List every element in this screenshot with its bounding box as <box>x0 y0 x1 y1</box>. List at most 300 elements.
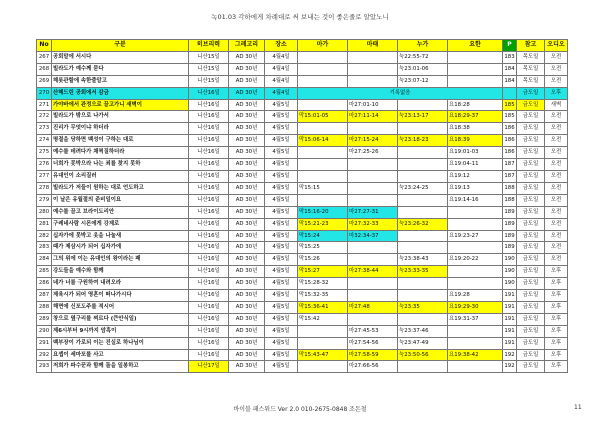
row-date: 4월4일 <box>265 87 298 99</box>
table-row <box>37 349 568 361</box>
row-number: 290 <box>37 325 52 337</box>
row-day: 금도일 <box>517 135 545 147</box>
row-mark-ref: 막15:06-14 <box>298 135 348 147</box>
row-time: 오전 <box>545 63 568 75</box>
row-date: 4월5일 <box>265 301 298 313</box>
row-title: 가야바에서 관정으로 끌고가니 새벽이 <box>52 99 189 111</box>
row-matthew-ref: 마27:38-44 <box>348 266 398 278</box>
row-title: 요셉이 세마포를 사고 <box>52 349 189 361</box>
row-hebrew-date: 니산16일 <box>189 278 229 290</box>
schedule-table <box>36 39 568 373</box>
row-matthew-ref: 기록없음 <box>298 87 503 99</box>
row-title: 빌라도가 저들이 원하는 대로 언도하고 <box>52 182 189 194</box>
table-row <box>37 182 568 194</box>
row-luke-ref <box>398 230 448 242</box>
row-luke-ref <box>398 159 448 171</box>
row-time: 오전 <box>545 254 568 266</box>
row-date: 4월5일 <box>265 206 298 218</box>
row-page: 190 <box>503 254 517 266</box>
row-number: 273 <box>37 123 52 135</box>
row-date: 4월5일 <box>265 135 298 147</box>
row-date: 4월5일 <box>265 242 298 254</box>
row-time: 오전 <box>545 123 568 135</box>
col-title: 구분 <box>52 40 189 52</box>
table-row <box>37 87 568 99</box>
row-matthew-ref: 마27:25-26 <box>348 147 398 159</box>
row-gregorian-year: AD 30년 <box>229 206 265 218</box>
row-gregorian-year: AD 30년 <box>229 123 265 135</box>
row-title: 강도들을 예수와 함께 <box>52 266 189 278</box>
row-time: 오전 <box>545 51 568 63</box>
row-day: 금도일 <box>517 87 545 99</box>
row-date: 4월5일 <box>265 254 298 266</box>
row-number: 278 <box>37 182 52 194</box>
row-matthew-ref: 마27:45-53 <box>348 325 398 337</box>
row-luke-ref <box>398 170 448 182</box>
row-gregorian-year: AD 30년 <box>229 135 265 147</box>
row-date: 4월5일 <box>265 325 298 337</box>
row-hebrew-date: 니산16일 <box>189 313 229 325</box>
row-day: 금도일 <box>517 254 545 266</box>
row-page: 186 <box>503 147 517 159</box>
row-gregorian-year: AD 30년 <box>229 278 265 290</box>
row-john-ref: 요19:31-37 <box>448 313 503 325</box>
row-page: 191 <box>503 301 517 313</box>
row-date: 4월5일 <box>265 290 298 302</box>
table-row <box>37 111 568 123</box>
row-page: 188 <box>503 194 517 206</box>
col-luke: 누가 <box>398 40 448 52</box>
row-john-ref: 요19:23-27 <box>448 230 503 242</box>
row-gregorian-year: AD 30년 <box>229 63 265 75</box>
row-page <box>503 87 517 99</box>
row-john-ref <box>448 325 503 337</box>
row-title: 공회말에 서시다 <box>52 51 189 63</box>
row-date: 4월4일 <box>265 51 298 63</box>
row-day: 금도일 <box>517 301 545 313</box>
row-number: 288 <box>37 301 52 313</box>
row-gregorian-year: AD 30년 <box>229 194 265 206</box>
table-row <box>37 230 568 242</box>
row-mark-ref <box>298 170 348 182</box>
row-mark-ref: 막15:42 <box>298 313 348 325</box>
row-matthew-ref <box>348 123 398 135</box>
row-number: 292 <box>37 349 52 361</box>
row-gregorian-year: AD 30년 <box>229 361 265 373</box>
row-day: 금도일 <box>517 218 545 230</box>
row-title: 진리가 무엇이냐 하더라 <box>52 123 189 135</box>
row-day: 금도일 <box>517 111 545 123</box>
row-number: 269 <box>37 75 52 87</box>
row-number: 267 <box>37 51 52 63</box>
row-matthew-ref <box>348 63 398 75</box>
row-hebrew-date: 니산16일 <box>189 147 229 159</box>
row-mark-ref: 막15:36-41 <box>298 301 348 313</box>
row-matthew-ref <box>348 278 398 290</box>
row-day: 목도일 <box>517 63 545 75</box>
row-day: 금도일 <box>517 361 545 373</box>
table-row <box>37 135 568 147</box>
table-row <box>37 361 568 373</box>
row-date: 4월5일 <box>265 182 298 194</box>
row-luke-ref <box>398 313 448 325</box>
col-mark: 마가 <box>298 40 348 52</box>
row-date: 4월5일 <box>265 230 298 242</box>
row-john-ref <box>448 206 503 218</box>
row-page: 184 <box>503 75 517 87</box>
row-luke-ref: 눅23:38-43 <box>398 254 448 266</box>
row-hebrew-date: 니산16일 <box>189 111 229 123</box>
row-number: 282 <box>37 230 52 242</box>
row-title: 빌라도가 예수께 묻다 <box>52 63 189 75</box>
row-john-ref <box>448 242 503 254</box>
row-mark-ref: 막15:16-20 <box>298 206 348 218</box>
row-john-ref: 요19:14-16 <box>448 194 503 206</box>
row-number: 271 <box>37 99 52 111</box>
row-matthew-ref: 마27:54-56 <box>348 337 398 349</box>
row-mark-ref <box>298 361 348 373</box>
row-hebrew-date: 니산16일 <box>189 218 229 230</box>
row-mark-ref: 막15:43-47 <box>298 349 348 361</box>
row-matthew-ref <box>348 242 398 254</box>
row-matthew-ref <box>348 170 398 182</box>
row-number: 283 <box>37 242 52 254</box>
row-date: 4월5일 <box>265 361 298 373</box>
row-hebrew-date: 니산16일 <box>189 99 229 111</box>
row-john-ref: 요19:20-22 <box>448 254 503 266</box>
row-matthew-ref: 마27:66-56 <box>348 361 398 373</box>
table-row <box>37 325 568 337</box>
row-hebrew-date: 니산15일 <box>189 51 229 63</box>
row-john-ref <box>448 278 503 290</box>
row-matthew-ref: 마27:58-59 <box>348 349 398 361</box>
row-time: 오전 <box>545 218 568 230</box>
row-number: 291 <box>37 337 52 349</box>
row-matthew-ref <box>348 313 398 325</box>
row-mark-ref <box>298 147 348 159</box>
row-number: 286 <box>37 278 52 290</box>
row-title: 구레네사람 시몬에게 강제로 <box>52 218 189 230</box>
row-gregorian-year: AD 30년 <box>229 111 265 123</box>
row-title: 명절을 당하면 백성이 구하는 대로 <box>52 135 189 147</box>
row-mark-ref <box>298 99 348 111</box>
row-page: 192 <box>503 349 517 361</box>
row-john-ref <box>448 75 503 87</box>
row-date: 4월5일 <box>265 99 298 111</box>
row-luke-ref: 눅23:18-23 <box>398 135 448 147</box>
row-title: 제육시가 되어 영혼이 떠나가시다 <box>52 290 189 302</box>
col-john: 요한 <box>448 40 503 52</box>
row-gregorian-year: AD 30년 <box>229 99 265 111</box>
row-title: 제6시부터 9시까지 암흑이 <box>52 325 189 337</box>
row-john-ref: 요19:12 <box>448 170 503 182</box>
row-john-ref: 요18:28 <box>448 99 503 111</box>
row-title: 백부장이 가로되 이는 진실로 하나님이 <box>52 337 189 349</box>
row-luke-ref: 눅23:26-32 <box>398 218 448 230</box>
row-date: 4월5일 <box>265 313 298 325</box>
row-luke-ref: 눅23:35 <box>398 301 448 313</box>
row-number: 284 <box>37 254 52 266</box>
row-title: 이 날은 유월절의 준비일이요 <box>52 194 189 206</box>
row-mark-ref: 막15:32-35 <box>298 290 348 302</box>
row-day: 금도일 <box>517 147 545 159</box>
row-gregorian-year: AD 30년 <box>229 75 265 87</box>
row-time: 오후 <box>545 337 568 349</box>
col-reference: 참고 <box>517 40 545 52</box>
row-time: 오후 <box>545 87 568 99</box>
row-john-ref <box>448 337 503 349</box>
row-john-ref: 요19:38-42 <box>448 349 503 361</box>
row-luke-ref <box>398 242 448 254</box>
row-john-ref <box>448 51 503 63</box>
row-matthew-ref <box>348 159 398 171</box>
row-date: 4월5일 <box>265 170 298 182</box>
table-row <box>37 147 568 159</box>
row-time: 오후 <box>545 349 568 361</box>
row-day: 금도일 <box>517 266 545 278</box>
row-time: 오전 <box>545 147 568 159</box>
row-time: 오전 <box>545 75 568 87</box>
row-date: 4월5일 <box>265 266 298 278</box>
row-time: 오전 <box>545 170 568 182</box>
table-row <box>37 242 568 254</box>
row-date: 4월5일 <box>265 218 298 230</box>
row-date: 4월5일 <box>265 147 298 159</box>
row-time: 새벽 <box>545 99 568 111</box>
row-date: 4월4일 <box>265 75 298 87</box>
row-luke-ref <box>398 194 448 206</box>
row-matthew-ref <box>348 75 398 87</box>
row-title: 십자가에 못박고 옷을 나눌새 <box>52 230 189 242</box>
row-gregorian-year: AD 30년 <box>229 159 265 171</box>
row-matthew-ref <box>348 51 398 63</box>
row-matthew-ref: 마27:32-33 <box>348 218 398 230</box>
row-john-ref <box>448 266 503 278</box>
table-row <box>37 123 568 135</box>
row-page: 191 <box>503 325 517 337</box>
row-gregorian-year: AD 30년 <box>229 266 265 278</box>
row-hebrew-date: 니산16일 <box>189 230 229 242</box>
row-luke-ref <box>398 290 448 302</box>
row-date: 4월5일 <box>265 278 298 290</box>
row-matthew-ref <box>348 290 398 302</box>
table-row <box>37 278 568 290</box>
row-luke-ref <box>398 278 448 290</box>
row-page: 185 <box>503 99 517 111</box>
header-row <box>37 40 568 52</box>
row-time: 오후 <box>545 313 568 325</box>
row-luke-ref <box>398 123 448 135</box>
row-page: 186 <box>503 123 517 135</box>
row-time: 오전 <box>545 206 568 218</box>
row-gregorian-year: AD 30년 <box>229 301 265 313</box>
row-mark-ref: 막15:27 <box>298 266 348 278</box>
row-gregorian-year: AD 30년 <box>229 230 265 242</box>
row-mark-ref: 막15:15 <box>298 182 348 194</box>
row-day: 금도일 <box>517 182 545 194</box>
row-mark-ref <box>298 51 348 63</box>
row-mark-ref: 막15:26 <box>298 254 348 266</box>
page-footer: 바이블 패스워드 Ver 2.0 010-2675-0848 조돈철 <box>233 406 367 413</box>
row-page: 190 <box>503 278 517 290</box>
row-matthew-ref <box>348 194 398 206</box>
row-john-ref: 요19:29-30 <box>448 301 503 313</box>
row-page: 191 <box>503 337 517 349</box>
row-page: 187 <box>503 170 517 182</box>
row-hebrew-date: 니산16일 <box>189 266 229 278</box>
row-title: 예수를 끌고 브라이도리안 <box>52 206 189 218</box>
row-hebrew-date: 니산16일 <box>189 325 229 337</box>
row-mark-ref <box>298 325 348 337</box>
row-hebrew-date: 니산16일 <box>189 87 229 99</box>
col-matthew: 마태 <box>348 40 398 52</box>
col-audio: 오디오 <box>545 40 568 52</box>
row-matthew-ref <box>348 182 398 194</box>
row-mark-ref <box>298 337 348 349</box>
row-luke-ref: 눅23:37-46 <box>398 325 448 337</box>
row-gregorian-year: AD 30년 <box>229 170 265 182</box>
row-time: 오전 <box>545 230 568 242</box>
row-matthew-ref: 마27:15-24 <box>348 135 398 147</box>
row-day: 금도일 <box>517 349 545 361</box>
row-number: 268 <box>37 63 52 75</box>
table-row <box>37 51 568 63</box>
col-place: 장소 <box>265 40 298 52</box>
row-hebrew-date: 니산16일 <box>189 182 229 194</box>
row-title: 저희가 파수꾼과 함께 돌을 일봉하고 <box>52 361 189 373</box>
row-time: 오후 <box>545 361 568 373</box>
row-page: 190 <box>503 266 517 278</box>
row-luke-ref <box>398 99 448 111</box>
row-hebrew-date: 니산16일 <box>189 242 229 254</box>
row-number: 280 <box>37 206 52 218</box>
row-day: 금도일 <box>517 99 545 111</box>
row-hebrew-date: 니산16일 <box>189 290 229 302</box>
row-matthew-ref: 마32:34-37 <box>348 230 398 242</box>
row-luke-ref: 눅23:01-06 <box>398 63 448 75</box>
row-number: 281 <box>37 218 52 230</box>
row-page: 189 <box>503 206 517 218</box>
row-john-ref: 요19:28 <box>448 290 503 302</box>
row-john-ref <box>448 218 503 230</box>
row-luke-ref <box>398 361 448 373</box>
row-title: 해면에 신포도주를 적시어 <box>52 301 189 313</box>
row-luke-ref: 눅23:33-35 <box>398 266 448 278</box>
row-page: 185 <box>503 111 517 123</box>
row-luke-ref: 눅23:47-49 <box>398 337 448 349</box>
table-row <box>37 63 568 75</box>
row-number: 285 <box>37 266 52 278</box>
row-page: 184 <box>503 63 517 75</box>
row-time: 오전 <box>545 182 568 194</box>
row-matthew-ref: 마27:48 <box>348 301 398 313</box>
row-number: 272 <box>37 111 52 123</box>
row-gregorian-year: AD 30년 <box>229 218 265 230</box>
row-john-ref: 요19:01-03 <box>448 147 503 159</box>
row-mark-ref <box>298 159 348 171</box>
table-row <box>37 254 568 266</box>
row-hebrew-date: 니산16일 <box>189 159 229 171</box>
row-john-ref: 요18:39 <box>448 135 503 147</box>
row-title: 예수를 데려다가 채찍질하더라 <box>52 147 189 159</box>
row-time: 오후 <box>545 290 568 302</box>
row-day: 금도일 <box>517 194 545 206</box>
row-luke-ref: 눅23:24-25 <box>398 182 448 194</box>
row-title: 창으로 옆구리를 찌르다 (큰안식일) <box>52 313 189 325</box>
row-time: 오후 <box>545 325 568 337</box>
row-gregorian-year: AD 30년 <box>229 290 265 302</box>
row-john-ref: 요18:38 <box>448 123 503 135</box>
row-number: 274 <box>37 135 52 147</box>
row-day: 금도일 <box>517 325 545 337</box>
row-day: 금도일 <box>517 159 545 171</box>
row-number: 275 <box>37 147 52 159</box>
row-page: 191 <box>503 313 517 325</box>
table-row <box>37 290 568 302</box>
row-hebrew-date: 니산15일 <box>189 75 229 87</box>
row-page: 187 <box>503 159 517 171</box>
row-day: 목도일 <box>517 51 545 63</box>
row-day: 금도일 <box>517 123 545 135</box>
table-row <box>37 170 568 182</box>
row-time: 오전 <box>545 194 568 206</box>
row-gregorian-year: AD 30년 <box>229 313 265 325</box>
row-time: 오전 <box>545 135 568 147</box>
row-date: 4월5일 <box>265 159 298 171</box>
row-john-ref <box>448 63 503 75</box>
row-page: 191 <box>503 290 517 302</box>
row-luke-ref <box>398 206 448 218</box>
row-page: 183 <box>503 51 517 63</box>
row-page: 189 <box>503 242 517 254</box>
row-gregorian-year: AD 30년 <box>229 242 265 254</box>
row-day: 금도일 <box>517 170 545 182</box>
row-number: 277 <box>37 170 52 182</box>
row-hebrew-date: 니산16일 <box>189 135 229 147</box>
table-row <box>37 313 568 325</box>
row-page: 189 <box>503 230 517 242</box>
row-mark-ref: 막15:24 <box>298 230 348 242</box>
row-hebrew-date: 니산16일 <box>189 337 229 349</box>
row-hebrew-date: 니산15일 <box>189 63 229 75</box>
row-mark-ref <box>298 63 348 75</box>
row-luke-ref <box>398 147 448 159</box>
row-gregorian-year: AD 30년 <box>229 325 265 337</box>
row-hebrew-date: 니산16일 <box>189 194 229 206</box>
row-title: 빌라도가 밖으로 나가서 <box>52 111 189 123</box>
table-row <box>37 194 568 206</box>
row-hebrew-date: 니산16일 <box>189 123 229 135</box>
row-number: 287 <box>37 290 52 302</box>
row-mark-ref <box>298 75 348 87</box>
row-gregorian-year: AD 30년 <box>229 147 265 159</box>
row-hebrew-date: 니산16일 <box>189 254 229 266</box>
col-gregorian: 그레고리 <box>229 40 265 52</box>
row-mark-ref: 막15:28-32 <box>298 278 348 290</box>
row-gregorian-year: AD 30년 <box>229 87 265 99</box>
row-number: 279 <box>37 194 52 206</box>
table-row <box>37 301 568 313</box>
row-mark-ref <box>298 123 348 135</box>
row-date: 4월4일 <box>265 63 298 75</box>
table-row <box>37 266 568 278</box>
row-time: 오후 <box>545 266 568 278</box>
row-time: 오후 <box>545 301 568 313</box>
row-date: 4월5일 <box>265 337 298 349</box>
row-hebrew-date: 니산16일 <box>189 206 229 218</box>
row-hebrew-date: 니산16일 <box>189 170 229 182</box>
table-row <box>37 337 568 349</box>
